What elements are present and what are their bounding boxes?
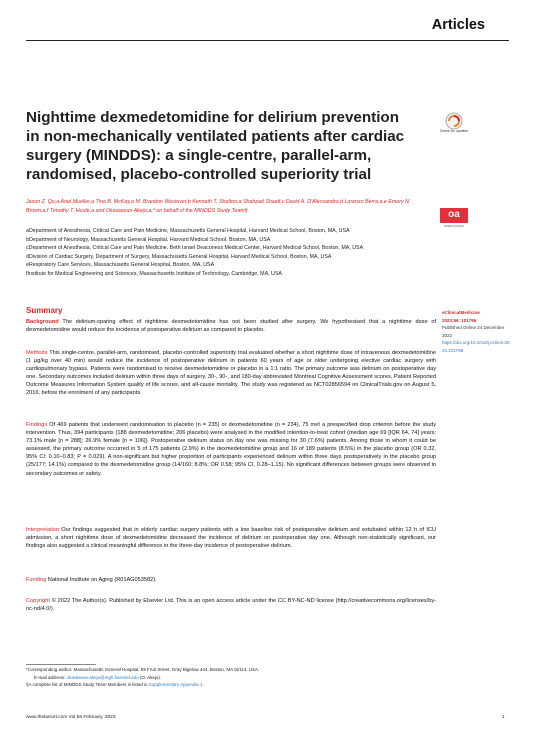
findings-text: Of 469 patients that underwent randomisation to placebo (n = 235) or dexmedetomidine (n = 234), 75 met a prespecified drop criterion before the study intervention. Thus, 394 participants (188 dexmedetomidine; 206 placebo) were analysed in the modified intention-to-treat cohort (median age 69 [IQR 64, 74] years; 73.1% male [n = 288]; 26.9% female [n = 106]). Postoperative delirium status on day one was missing for 30 (7.6%) patients. Among those in whom it could be assessed, the primary outcome occurred in 5 of 175 patients (2.9%) in the dexmedetomidine group and 16 of 189 patients (8.5%) in the placebo group (OR 0.32, 95% CI: 0.10–0.83; P = 0.029). A non-significant but higher proportion of participants experienced delirium within three days postoperatively in the placebo group (25/177; 14.1%) compared to the dexmedetomidine group (14/160; 8.8%; OR 0.58; 95% CI, 0.28–1.15). No significant differences between groups were observed in secondary outcomes or safety. (26, 422, 436, 477)
affiliation-f: fInstitute for Medical Engineering and Sciences, Massachusetts Institute of Technology, Cambridge, MA, USA (26, 270, 282, 277)
interpretation-text: Our findings suggested that in elderly cardiac surgery patients with a low baseline risk of postoperative delirium and extubated within 12 h of ICU admission, a short nighttime dose of dexmedetomidine decreased the incidence of delirium on postoperative day one. Although non-statistically significant, our findings also suggested a clinical meaningful difference in the three-day incidence of postoperative delirium. (26, 527, 437, 550)
affiliation-e: eRespiratory Care Services, Massachusetts General Hospital, Boston, MA, USA (26, 262, 215, 269)
funding-text: National Institute on Aging (R01AG053582). (47, 577, 157, 583)
study-team-note (26, 681, 446, 689)
interpretation-label: Interpretation (26, 527, 59, 533)
methods-text: This single-centre, parallel-arm, randomised, placebo-controlled superiority trial evaluated whether a short nighttime dose of intravenous dexmedetomidine (1 µg/kg over 40 min) would reduce the incidence of postoperative delirium in patients 60 years of age or older undergoing elective cardiac surgery with cardiopulmonary bypass. Patients were randomised to receive dexmedetomidine or placebo in a 1:1 ratio. The primary outcome was delirium on postoperative day one. Secondary outcomes included delirium within three days of surgery, 30-, 90-, and 180-day abbreviated Montreal Cognitive Assessment scores, Patient Reported Outcome Measures Information System quality of life scores, and all-cause mortality. The study was registered as NCT02856594 on ClinicalTrials.gov on August 5, 2016, before the enrolment of any participants. (26, 350, 436, 397)
affiliations (26, 227, 436, 279)
methods-paragraph (26, 349, 436, 398)
findings-label: Findings (26, 422, 48, 428)
methods-label: Methods (26, 350, 48, 356)
check-for-updates-icon[interactable] (440, 112, 468, 138)
funding-label: Funding (26, 577, 47, 583)
funding-paragraph (26, 576, 436, 584)
author-list: Jason Z. Qu,a Ariel Mueller,a Tina B. McKay,a M. Brandon Westover,b Kenneth T. Shelton,a Shahzad Shaefi,c David A. D'Alessandro,d Lorenzo Berra,a,e Emery N. Brown,a,f Timothy T. Houle,a and Oluwaseun Akeju,a,* on behalf of the MINDDS Study Team§ (26, 199, 411, 214)
article-info-sidebar (442, 309, 512, 354)
copyright-label: Copyright (26, 598, 50, 604)
summary-heading: Summary (26, 306, 63, 315)
findings-paragraph (26, 421, 436, 478)
study-team-prefix: §A complete list of MINDDS Study Team Members is listed in (26, 682, 148, 687)
open-access-badge: oa (440, 208, 468, 223)
study-team-suffix: . (202, 682, 204, 687)
email-suffix: (O. Akeju). (139, 674, 162, 680)
check-for-updates-label[interactable]: Check for updates (439, 129, 469, 133)
open-access-label: OPEN ACCESS (443, 224, 465, 228)
email-note (26, 674, 446, 682)
footnotes (26, 666, 446, 689)
journal-footer: www.thelancet.com Vol 56 February, 2023 (26, 715, 116, 720)
page-number: 1 (502, 715, 505, 720)
article-title: Nighttime dexmedetomidine for delirium prevention in non-mechanically ventilated patients after cardiac surgery (MINDDS): a single-centre, parallel-arm, randomised, placebo-controlled superiority trial (26, 109, 405, 183)
background-text: The delirium-sparing effect of nighttime dexmedetomidine has not been studied after surgery. We hypothesised that a nighttime dose of dexmedetomidine would reduce the incidence of postoperative delirium as compared to placebo. (26, 319, 437, 334)
supplementary-appendix-link[interactable]: Supplementary Appendix 1 (148, 682, 203, 687)
doi-link[interactable]: https://doi.org/10.1016/j.eclinm.2022.101796 (442, 340, 510, 353)
background-label: Background (26, 319, 59, 325)
email-link[interactable]: oluwaseun.akeju@mgh.harvard.edu (66, 674, 139, 680)
affiliation-d: dDivision of Cardiac Surgery, Department of Surgery, Massachusetts General Hospital, Harvard Medical School, Boston, MA, USA (26, 253, 332, 260)
affiliation-a: aDepartment of Anesthesia, Critical Care and Pain Medicine, Massachusetts General Hospital, Harvard Medical School, Boston, MA, USA (26, 228, 350, 234)
footnote-rule (26, 664, 96, 665)
interpretation-paragraph (26, 526, 436, 550)
copyright-paragraph (26, 597, 436, 613)
section-label: Articles (431, 17, 485, 33)
background-paragraph (26, 318, 436, 334)
journal-volume: 2023;56: 101796 (442, 317, 477, 323)
copyright-text: © 2022 The Author(s). Published by Elsevier Ltd. This is an open access article under the CC BY-NC-ND license (http://creativecommons.org/licenses/by-nc-nd/4.0/). (26, 598, 437, 613)
affiliation-c: cDepartment of Anesthesia, Critical Care and Pain Medicine, Beth Israel Deaconess Medical Center, Harvard Medical School, Boston, MA, USA (26, 245, 364, 252)
header-rule (26, 40, 509, 41)
affiliation-b: bDepartment of Neurology, Massachusetts General Hospital, Harvard Medical School, Boston, MA, USA (26, 236, 271, 243)
journal-name: eClinicalMedicine (442, 310, 480, 315)
corresponding-author-note: *Corresponding author. Massachusetts General Hospital, 55 Fruit Street, Gray Bigelow 444, Boston, MA 02114, USA. (26, 667, 260, 672)
email-prefix: E-mail address: (34, 674, 66, 680)
published-online: Published Online 24 December 2022 (442, 325, 505, 338)
